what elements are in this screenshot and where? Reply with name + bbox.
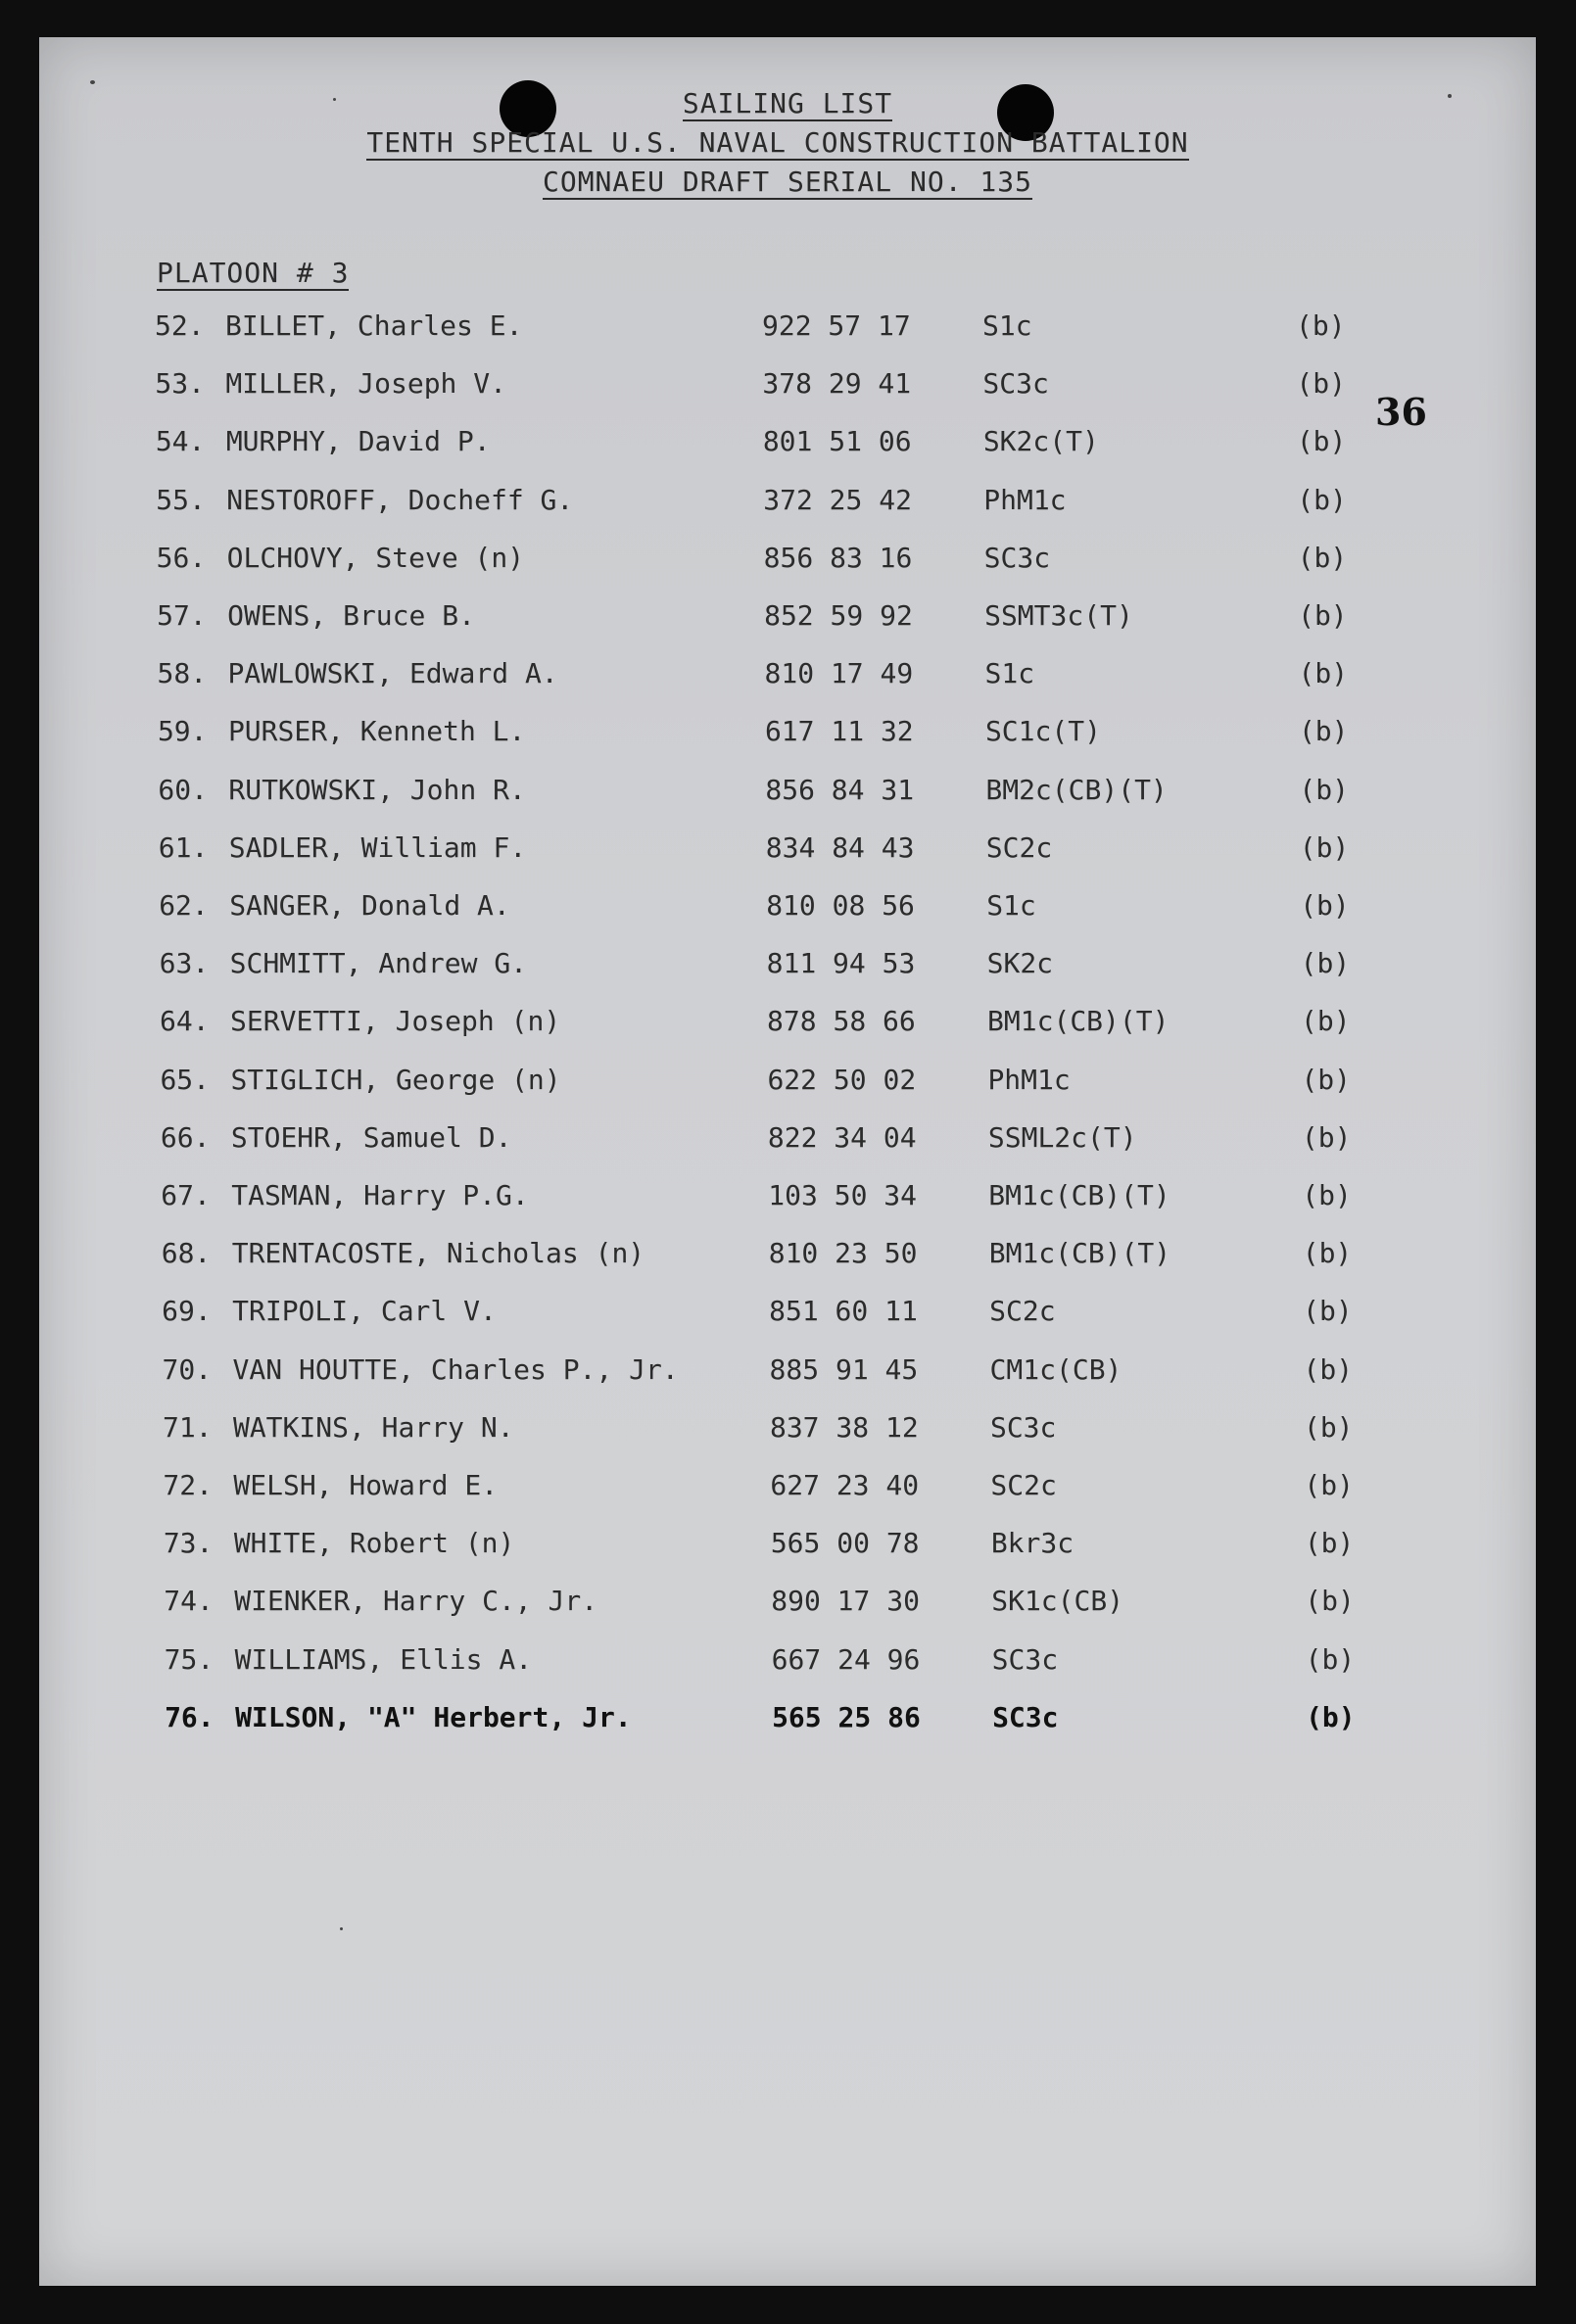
service-number: 852 59 92 — [764, 599, 913, 632]
rate: SC1c(T) — [984, 715, 1101, 748]
service-number: 834 84 43 — [765, 830, 915, 864]
service-number: 822 34 04 — [767, 1120, 917, 1154]
status-code: (b) — [1305, 1642, 1356, 1676]
service-number: 378 29 41 — [762, 367, 912, 401]
status-code: (b) — [1301, 1063, 1352, 1096]
service-number: 837 38 12 — [769, 1410, 919, 1444]
service-number: 810 23 50 — [768, 1237, 918, 1270]
service-number: 617 11 32 — [764, 715, 914, 748]
rate: CM1c(CB) — [989, 1352, 1122, 1386]
sailor-name: NESTOROFF, Docheff G. — [226, 483, 574, 516]
service-number: 103 50 34 — [768, 1179, 918, 1211]
rate: SK2c(T) — [982, 425, 1099, 458]
sailor-name: WHITE, Robert (n) — [233, 1527, 515, 1560]
row-number: 53. — [155, 367, 205, 401]
rate: BM2c(CB)(T) — [985, 773, 1168, 806]
row-number: 69. — [162, 1295, 212, 1328]
rate: PhM1c — [987, 1063, 1071, 1096]
row-number: 72. — [163, 1469, 213, 1501]
sailor-name: SANGER, Donald A. — [229, 889, 510, 922]
status-code: (b) — [1303, 1295, 1353, 1328]
status-code: (b) — [1302, 1179, 1352, 1211]
status-code: (b) — [1299, 773, 1349, 806]
rate: SC3c — [992, 1700, 1059, 1733]
row-number: 52. — [155, 309, 205, 342]
document-page — [39, 37, 1536, 2286]
paper-mark — [333, 98, 336, 101]
row-number: 71. — [162, 1410, 213, 1444]
status-code: (b) — [1301, 1005, 1351, 1038]
rate: SC3c — [982, 367, 1049, 401]
sailor-name: WILLIAMS, Ellis A. — [234, 1642, 533, 1676]
rate: BM1c(CB)(T) — [987, 1005, 1170, 1038]
sailor-name: BILLET, Charles E. — [225, 309, 523, 342]
row-number: 62. — [159, 889, 209, 922]
rate: SC3c — [989, 1410, 1057, 1444]
rate: BM1c(CB)(T) — [988, 1237, 1171, 1270]
paper-mark — [340, 1927, 343, 1930]
sailor-name: VAN HOUTTE, Charles P., Jr. — [232, 1352, 679, 1386]
rate: S1c — [982, 309, 1032, 342]
status-code: (b) — [1302, 1237, 1353, 1270]
sailor-name: MURPHY, David P. — [225, 425, 491, 458]
header-battalion: TENTH SPECIAL U.S. NAVAL CONSTRUCTION BATTALION — [366, 126, 1189, 159]
sailor-name: WILSON, "A" Herbert, Jr. — [235, 1700, 632, 1733]
service-number: 565 00 78 — [770, 1527, 920, 1560]
service-number: 810 17 49 — [764, 657, 914, 690]
row-number: 68. — [161, 1237, 212, 1270]
sailor-name: WIENKER, Harry C., Jr. — [234, 1585, 598, 1618]
rate: SK1c(CB) — [991, 1585, 1124, 1618]
rate: BM1c(CB)(T) — [988, 1179, 1170, 1211]
rate: PhM1c — [983, 483, 1067, 516]
rate: Bkr3c — [990, 1527, 1075, 1560]
rate: SC2c — [989, 1295, 1056, 1328]
service-number: 627 23 40 — [770, 1469, 920, 1501]
sailor-name: TRENTACOSTE, Nicholas (n) — [231, 1237, 645, 1270]
service-number: 372 25 42 — [763, 483, 912, 516]
service-number: 622 50 02 — [767, 1063, 917, 1096]
sailor-name: RUTKOWSKI, John R. — [228, 773, 526, 806]
status-code: (b) — [1301, 1120, 1352, 1154]
status-code: (b) — [1305, 1585, 1355, 1618]
status-code: (b) — [1296, 309, 1346, 342]
row-number: 58. — [157, 657, 208, 690]
row-number: 67. — [161, 1179, 211, 1211]
service-number: 811 94 53 — [766, 947, 916, 980]
service-number: 801 51 06 — [762, 425, 912, 458]
status-code: (b) — [1304, 1527, 1355, 1560]
status-code: (b) — [1298, 599, 1348, 632]
status-code: (b) — [1297, 483, 1347, 516]
row-number: 60. — [158, 773, 208, 806]
rate: SC2c — [990, 1469, 1057, 1501]
header-draft-serial: COMNAEU DRAFT SERIAL NO. 135 — [542, 166, 1032, 198]
row-number: 61. — [158, 830, 209, 864]
sailor-name: STOEHR, Samuel D. — [230, 1120, 512, 1154]
status-code: (b) — [1303, 1352, 1354, 1386]
row-number: 76. — [165, 1700, 215, 1733]
document-header — [39, 84, 1536, 202]
sailor-name: TASMAN, Harry P.G. — [231, 1179, 529, 1211]
rate: SSML2c(T) — [987, 1120, 1137, 1154]
status-code: (b) — [1300, 889, 1350, 922]
sailor-name: OWENS, Bruce B. — [227, 599, 475, 632]
rate: SC3c — [983, 541, 1051, 574]
header-title: SAILING LIST — [682, 87, 893, 119]
service-number: 667 24 96 — [771, 1642, 921, 1676]
service-number: 878 58 66 — [767, 1005, 916, 1038]
sailor-name: SERVETTI, Joseph (n) — [230, 1005, 561, 1038]
rate: SC2c — [985, 830, 1053, 864]
status-code: (b) — [1298, 715, 1349, 748]
rate: S1c — [984, 657, 1035, 690]
service-number: 856 84 31 — [765, 773, 915, 806]
section-title: PLATOON # 3 — [157, 257, 350, 289]
sailor-name: PAWLOWSKI, Edward A. — [227, 657, 558, 690]
sailor-name: TRIPOLI, Carl V. — [232, 1295, 497, 1328]
sailor-name: WATKINS, Harry N. — [232, 1410, 514, 1444]
rate: S1c — [986, 889, 1036, 922]
row-number: 70. — [162, 1352, 213, 1386]
row-number: 56. — [156, 541, 207, 574]
row-number: 73. — [163, 1527, 214, 1560]
sailor-name: SCHMITT, Andrew G. — [229, 947, 528, 980]
status-code: (b) — [1297, 541, 1348, 574]
row-number: 59. — [157, 715, 208, 748]
sailor-name: OLCHOVY, Steve (n) — [226, 541, 525, 574]
status-code: (b) — [1304, 1469, 1354, 1501]
status-code: (b) — [1296, 367, 1346, 401]
row-number: 64. — [160, 1005, 210, 1038]
row-number: 75. — [164, 1642, 215, 1676]
sailor-name: STIGLICH, George (n) — [230, 1063, 561, 1096]
row-number: 57. — [157, 599, 207, 632]
row-number: 55. — [156, 483, 206, 516]
service-number: 885 91 45 — [769, 1352, 919, 1386]
status-code: (b) — [1300, 947, 1351, 980]
service-number: 890 17 30 — [771, 1585, 920, 1618]
sailor-name: MILLER, Joseph V. — [225, 367, 506, 401]
status-code: (b) — [1306, 1700, 1356, 1733]
status-code: (b) — [1299, 830, 1350, 864]
rate: SC3c — [991, 1642, 1059, 1676]
service-number: 565 25 86 — [772, 1700, 921, 1733]
page-number: 36 — [1375, 390, 1427, 434]
service-number: 922 57 17 — [762, 309, 911, 342]
service-number: 851 60 11 — [769, 1295, 918, 1328]
status-code: (b) — [1303, 1410, 1354, 1444]
row-number: 63. — [159, 947, 210, 980]
row-number: 66. — [160, 1120, 211, 1154]
service-number: 856 83 16 — [763, 541, 913, 574]
paper-mark — [90, 80, 95, 84]
paper-mark — [1448, 94, 1452, 98]
rate: SSMT3c(T) — [984, 599, 1133, 632]
status-code: (b) — [1296, 425, 1347, 458]
sailor-name: WELSH, Howard E. — [233, 1469, 499, 1501]
row-number: 65. — [160, 1063, 211, 1096]
row-number: 54. — [155, 425, 206, 458]
status-code: (b) — [1298, 657, 1349, 690]
sailor-name: PURSER, Kenneth L. — [227, 715, 526, 748]
service-number: 810 08 56 — [766, 889, 915, 922]
sailor-name: SADLER, William F. — [228, 830, 527, 864]
row-number: 74. — [164, 1585, 214, 1618]
rate: SK2c — [986, 947, 1054, 980]
